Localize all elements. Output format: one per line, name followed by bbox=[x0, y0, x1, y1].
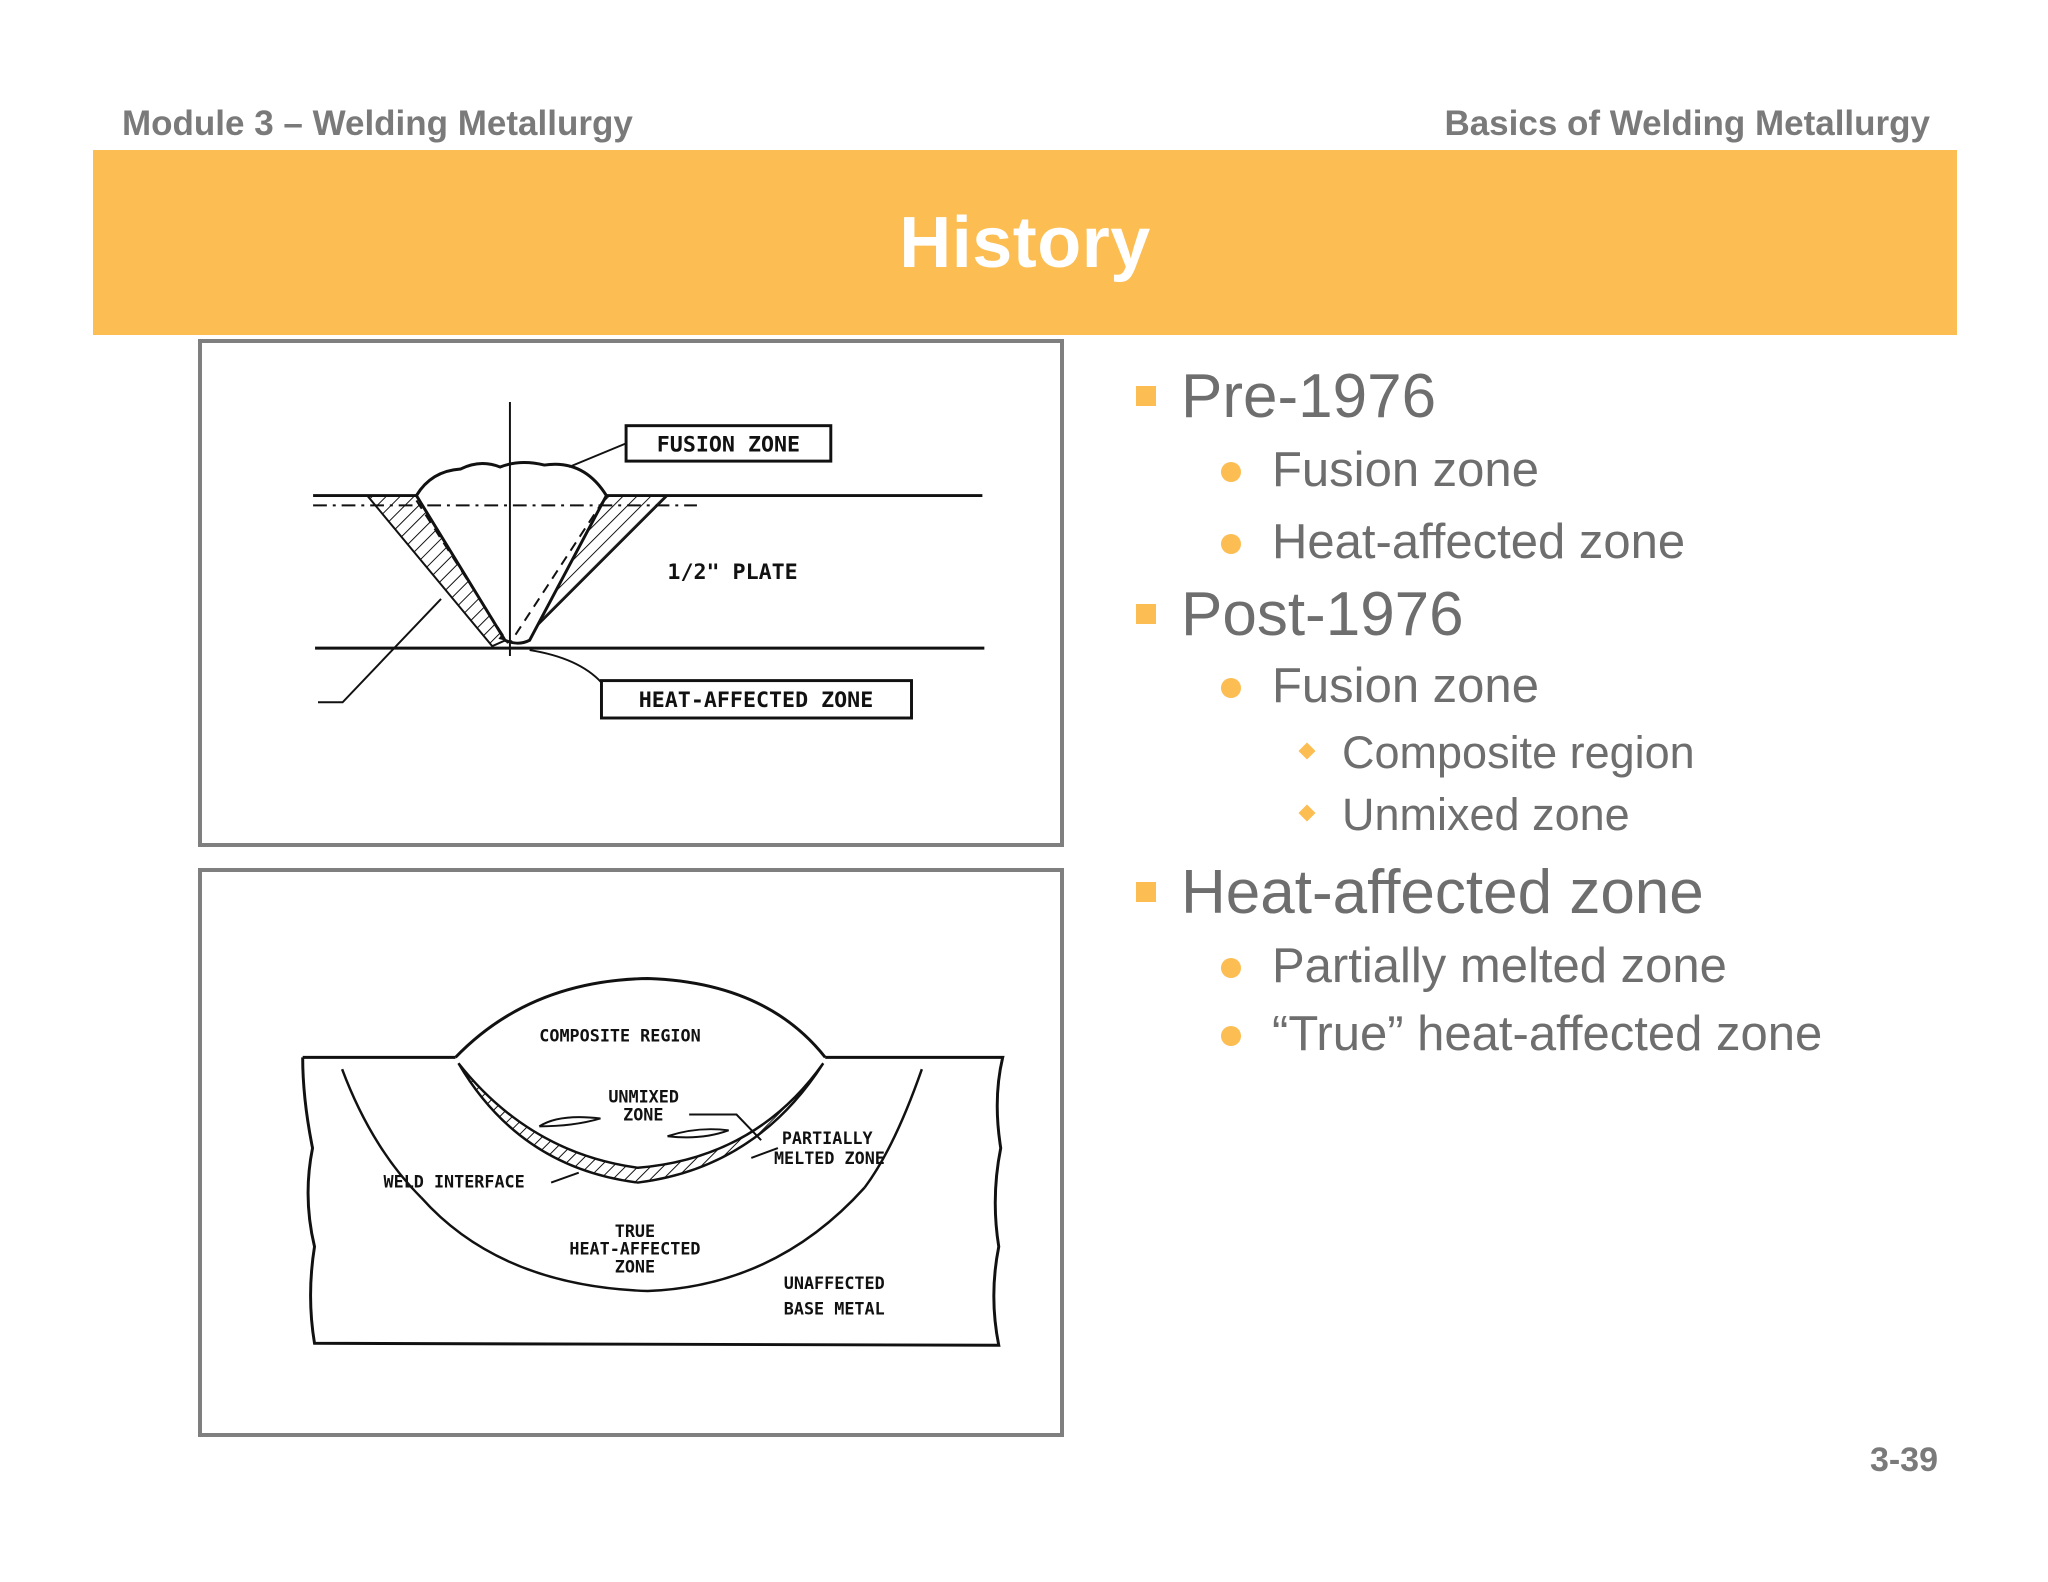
dot-bullet-icon bbox=[1221, 1026, 1241, 1046]
true-haz-label-1: TRUE bbox=[614, 1220, 656, 1241]
course-title: Basics of Welding Metallurgy bbox=[1444, 104, 1930, 143]
haz-leader-right bbox=[530, 650, 602, 682]
haz-label: HEAT-AFFECTED ZONE bbox=[638, 688, 874, 714]
fusion-leader-line bbox=[569, 443, 626, 467]
weld-interface-label: WELD INTERFACE bbox=[383, 1171, 525, 1192]
bullet-composite-region bbox=[1135, 722, 1995, 784]
plate-label: 1/2" PLATE bbox=[667, 560, 798, 586]
dot-bullet-icon bbox=[1221, 958, 1241, 978]
bullet-heat-affected-zone bbox=[1135, 856, 1995, 930]
square-bullet-icon bbox=[1136, 386, 1156, 406]
square-bullet-icon bbox=[1136, 604, 1156, 624]
bullet-text: Pre-1976 bbox=[1181, 362, 1437, 431]
unaffected-label-1: UNAFFECTED bbox=[783, 1273, 885, 1294]
partially-label-2: MELTED ZONE bbox=[773, 1147, 885, 1168]
bullet-pre-1976 bbox=[1135, 360, 1995, 434]
bullet-text: Post-1976 bbox=[1181, 580, 1464, 649]
bullet-pre-fusion-zone bbox=[1135, 436, 1995, 504]
partially-label-1: PARTIALLY bbox=[781, 1128, 873, 1149]
bullet-partially-melted bbox=[1135, 932, 1995, 1000]
dot-bullet-icon bbox=[1221, 534, 1241, 554]
true-haz-label-2: HEAT-AFFECTED bbox=[569, 1238, 701, 1259]
diamond-bullet-icon bbox=[1299, 743, 1316, 760]
bullet-post-fusion-zone bbox=[1135, 652, 1995, 720]
diamond-bullet-icon bbox=[1299, 805, 1316, 822]
bullet-text: Unmixed zone bbox=[1342, 789, 1630, 840]
page-number: 3-39 bbox=[1869, 1441, 1938, 1479]
weld-zones-drawing bbox=[202, 872, 1060, 1433]
bullet-text: “True” heat-affected zone bbox=[1272, 1007, 1823, 1061]
fusion-zone-label: FUSION ZONE bbox=[656, 432, 801, 458]
bullet-post-1976 bbox=[1135, 578, 1995, 652]
bullet-text: Fusion zone bbox=[1272, 659, 1539, 713]
haz-leader-left bbox=[318, 599, 441, 702]
unmixed-wisp-left bbox=[539, 1117, 600, 1126]
unmixed-wisp-right bbox=[667, 1129, 728, 1137]
unaffected-label-2: BASE METAL bbox=[783, 1298, 885, 1319]
square-bullet-icon bbox=[1136, 882, 1156, 902]
title-banner bbox=[93, 150, 1957, 335]
bullet-text: Composite region bbox=[1342, 727, 1695, 778]
bullet-text: Heat-affected zone bbox=[1272, 515, 1686, 569]
bullet-pre-haz bbox=[1135, 508, 1995, 576]
dot-bullet-icon bbox=[1221, 678, 1241, 698]
weld-interface-leader bbox=[551, 1173, 579, 1183]
unmixed-label-2: ZONE bbox=[623, 1104, 664, 1125]
module-title: Module 3 – Welding Metallurgy bbox=[122, 104, 633, 143]
unmixed-label-1: UNMIXED bbox=[608, 1086, 679, 1107]
composite-region-label: COMPOSITE REGION bbox=[539, 1025, 701, 1046]
dot-bullet-icon bbox=[1221, 462, 1241, 482]
bullet-text: Partially melted zone bbox=[1272, 939, 1727, 993]
post-1976-weld-diagram bbox=[198, 868, 1064, 1437]
slide-title: History bbox=[899, 202, 1151, 283]
weld-cross-section-drawing bbox=[202, 343, 1060, 843]
bullet-unmixed-zone bbox=[1135, 784, 1995, 846]
bullet-list bbox=[1135, 360, 1995, 1068]
true-haz-label-3: ZONE bbox=[614, 1256, 656, 1277]
bullet-text: Fusion zone bbox=[1272, 443, 1539, 497]
bullet-text: Heat-affected zone bbox=[1181, 858, 1704, 927]
bullet-true-haz bbox=[1135, 1000, 1995, 1068]
pre-1976-weld-diagram bbox=[198, 339, 1064, 847]
haz-boundary-right-upper bbox=[865, 1069, 922, 1187]
